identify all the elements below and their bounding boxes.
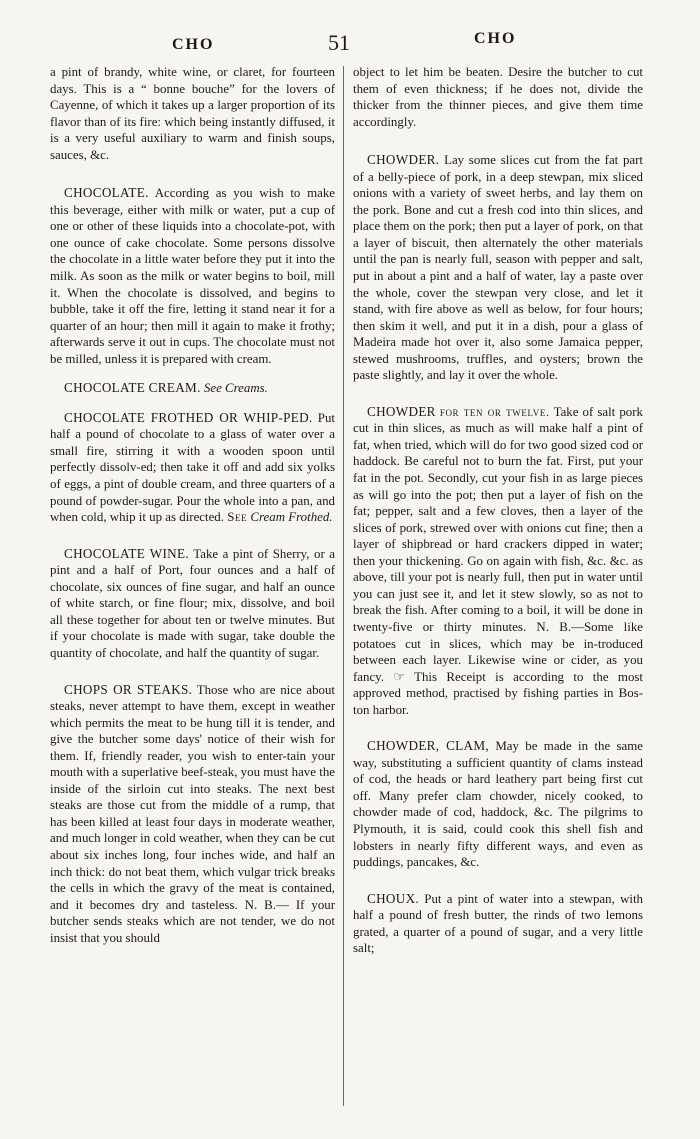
entry-heading: CHOWDER xyxy=(367,403,436,419)
entry-body: Put half a pound of chocolate to a glass of water over a small fire, stirring it with a wooden spoon until perfectly dissolv-ed; then take it off and add six yolks of eggs, a pint of double cream, and three quarters of a pound of powder-sugar. Pour the whole into a pan, and when cold, whip it up as directed. xyxy=(50,410,335,525)
entry-chocolate-frothed xyxy=(50,410,335,526)
entry-heading: CHOCOLATE CREAM. xyxy=(64,380,201,396)
entry-body: Take a pint of Sherry, or a pint and a half of Port, four ounces and a half of chocolate, six ounces of fine sugar, and half an ounce of white starch, or fine flour; mix, dissolve, and boil all these together for about ten or twelve minutes. But if your chocolate is made with sugar, take double the quantity of chocolate, and half the quantity of sugar. xyxy=(50,546,335,660)
right-column xyxy=(353,64,643,957)
cross-reference: Cream Frothed. xyxy=(250,510,333,525)
left-column xyxy=(50,64,335,946)
entry-heading: CHOCOLATE WINE. xyxy=(64,545,189,561)
entry-heading-suffix: for ten or twelve. xyxy=(439,404,550,419)
entry-body: Lay some slices cut from the fat part of a belly-piece of pork, in a deep stewpan, mix sliced onions with a variety of sweet herbs, and lay them on the pork. Bone and cut a fresh cod into thin slices, and place them on the pork; then put a layer of pork, on that a layer of biscuit, then alternately the other materials until the pan is nearly full, season with pepper and salt, put in about a pint and a half of water, lay a paste over the whole, cover the stewpan very close, and let it stand, with fire above as well as below, for four hours; then skim it well, and put it in a dish, pour a glass of Madeira made hot over it, also some Jamaica pepper, stewed mushrooms, truffles, and oysters; brown the paste slightly, and lay it over the whole. xyxy=(353,153,643,383)
entry-heading: CHOCOLATE FROTHED OR WHIP-PED. xyxy=(64,409,313,425)
continued-text: object to let him be beaten. Desire the butcher to cut them of even thickness; if he does not, divide the thicker from the thinner pieces, and give them time accordingly. xyxy=(353,65,643,129)
entry-heading: CHOWDER, CLAM, xyxy=(367,738,489,754)
entry-choux xyxy=(353,891,643,957)
entry-body: Take of salt pork cut in thin slices, as much as will make half a pint of fat, when tried, which will do for two good sized cod or haddock. Be careful not to burn the fat. First, put your fat in the pot. Secondly, cut your fish in as large pieces as will go into the pot; then put a layer of fish on the fat; pepper, salt and a few cloves, then a layer of the slices of pork, strewed over with onions cut fine; then a layer of shipbread or hard crackers dipped in water; then your thickening. Go on again with fish, &c. &c. as above, till your pot is nearly full, then put in water until you can just see it, and let it stew slowly, so as not to break the fish. After coming to a boil, it will be done in twenty-five or thirty minutes. N. B.—Some like potatoes cut in slices, which may be in-troduced between each layer. Likewise wine or cider, as you fancy. ☞ This Receipt is according to the most approved method, practised by fishing parties in Bos-ton harbor. xyxy=(353,404,643,717)
entry-body: May be made in the same way, substituting a sufficient quantity of clams instead of cod, the heads or hard leathery part being first cut off. Many prefer clam chowder, nicely cooked, to chowder made of cod, haddock, &c. The pilgrims to Plymouth, it is said, could cook this shell fish and lobsters in nearly fifty different ways, and even as puddings, pancakes, &c. xyxy=(353,739,643,870)
entry-chowder xyxy=(353,152,643,384)
entry-body: Those who are nice about steaks, never attempt to have them, except in weather which permits the meat to be hung till it is tender, and give the butcher some days' notice of their wish for them. If, friendly reader, you wish to enter-tain your mouth with a superlative beef-steak, you must have the inside of the sirloin cut into steaks. The next best steaks are those cut from the middle of a rump, that has been killed at least four days in moderate weather, and much longer in cold weather, when they can be cut about six inches long, four inches wide, and half an inch thick: do not beat them, which vulgar trick breaks the cells in which the gravy of the meat is contained, and it becomes dry and tasteless. N. B.— If your butcher sends steaks which are not tender, we do not insist that you should xyxy=(50,682,335,945)
see-label: See xyxy=(227,510,248,525)
running-header xyxy=(0,30,700,60)
entry-chowder-ten-or-twelve xyxy=(353,404,643,718)
entry-heading: CHOWDER. xyxy=(367,152,440,168)
entry-chocolate-wine xyxy=(50,546,335,662)
entry-body: Put a pint of water into a stewpan, with half a pound of fresh butter, the rinds of two lemons grated, a quarter of a pound of sugar, and a very little salt; xyxy=(353,891,643,956)
entry-heading: CHOCOLATE. xyxy=(64,185,149,201)
entry-chocolate xyxy=(50,185,335,367)
header-right-guide-word: CHO xyxy=(474,30,517,47)
entry-heading: CHOUX. xyxy=(367,890,419,906)
column-divider xyxy=(343,66,344,1106)
continued-text: a pint of brandy, white wine, or claret, for fourteen days. This is a “ bonne bouche” for the lovers of Cayenne, of which it takes up a larger proportion of its flavor than of its fire: which being instantly diffused, it is a very useful auxiliary to warm and finish soups, sauces, &c. xyxy=(50,65,335,162)
entry-chowder-clam xyxy=(353,738,643,870)
cross-reference: See Creams. xyxy=(203,381,268,396)
page-number: 51 xyxy=(328,30,350,55)
header-left-guide-word: CHO xyxy=(172,36,215,53)
entry-body: According as you wish to make this beverage, either with milk or water, put a cup of one or other of these liquids into a chocolate-pot, with one ounce of cake chocolate. Some persons dissolve the chocolate in a little water before they put it into the milk. As soon as the milk or water begins to boil, mill it. When the chocolate is dissolved, and begins to bubble, take it off the fire, letting it stand near it for a quarter of an hour; then mill it again to make it frothy; afterwards serve it out in cups. The chocolate must not be milled, unless it is prepared with cream. xyxy=(50,186,335,366)
entry-heading: CHOPS OR STEAKS. xyxy=(64,681,193,697)
entry-chops-or-steaks xyxy=(50,682,335,947)
entry-chocolate-cream xyxy=(50,380,335,397)
